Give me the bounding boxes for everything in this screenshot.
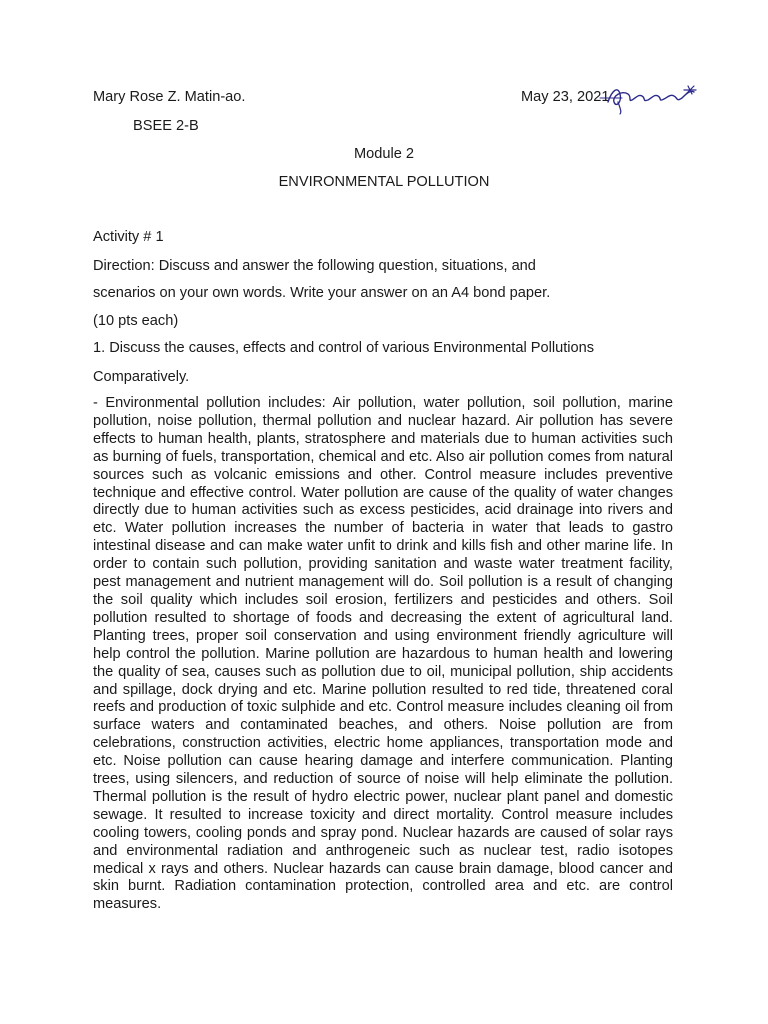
- signature: [598, 72, 702, 118]
- module-heading: [0, 145, 768, 163]
- question-1-line-1: 1. Discuss the causes, effects and control of various Environmental Pollutions: [93, 340, 595, 356]
- module-heading-text: Module 2: [353, 146, 415, 162]
- points-note: (10 pts each): [93, 313, 179, 329]
- question-1-line-2: Comparatively.: [93, 369, 190, 385]
- answer-body: [93, 395, 673, 914]
- direction-line-2: scenarios on your own words. Write your answer on an A4 bond paper.: [93, 285, 551, 301]
- submission-date: May 23, 2021: [521, 89, 610, 105]
- student-name: Mary Rose Z. Matin-ao.: [93, 89, 246, 105]
- document-title: ENVIRONMENTAL POLLUTION: [278, 174, 490, 190]
- direction-line-1: Direction: Discuss and answer the following question, situations, and: [93, 258, 536, 274]
- course-section: BSEE 2-B: [133, 118, 199, 134]
- activity-label: Activity # 1: [93, 229, 164, 245]
- answer-paragraph: - Environmental pollution includes: Air pollution, water pollution, soil pollution, marine pollution, noise pollution, thermal pollution and nuclear hazard. Air pollution has severe effects to human health, plants, stratosphere and materials due to human activities such as burning of fuels, transportation, chemical and etc. Also air pollution comes from natural sources such as volcanic emissions and other. Control measure includes preventive technique and effective control. Water pollution are cause of the quality of water changes directly due to human activities such as excess pesticides, acid drainage into rivers and etc. Water pollution increases the number of bacteria in water that leads to gastro intestinal disease and can make water unfit to drink and kills fish and other marine life. In order to contain such pollution, providing sanitation and waste water treatment facility, pest management and nutrient management will do. Soil pollution is a result of changing the soil quality which includes soil erosion, fertilizers and pesticides and others. Soil pollution resulted to shortage of foods and decreasing the extent of agricultural land. Planting trees, proper soil conservation and using environment friendly agriculture will help control the pollution. Marine pollution are hazardous to human health and lowering the quality of sea, causes such as pollution due to oil, municipal pollution, ship accidents and spillage, dock drying and etc. Marine pollution resulted to red tide, threatened coral reefs and production of toxic sulphide and etc. Control measure includes cleaning oil from surface waters and contaminated beaches, and others. Noise pollution are from celebrations, construction activities, electric home appliances, transportation mode and etc. Noise pollution can cause hearing damage and interfere communication. Planting trees, using silencers, and reduction of source of noise will help eliminate the pollution. Thermal pollution is the result of hydro electric power, nuclear plant panel and domestic sewage. It resulted to increase toxicity and direct mortality. Control measure includes cooling towers, cooling ponds and spray pond. Nuclear hazards are caused of solar rays and environmental radiation and anthrogeneic such as nuclear test, radio isotopes medical x rays and others. Nuclear hazards can cause brain damage, blood cancer and skin burnt. Radiation contamination protection, controlled area and etc. are control measures.: [93, 395, 673, 913]
